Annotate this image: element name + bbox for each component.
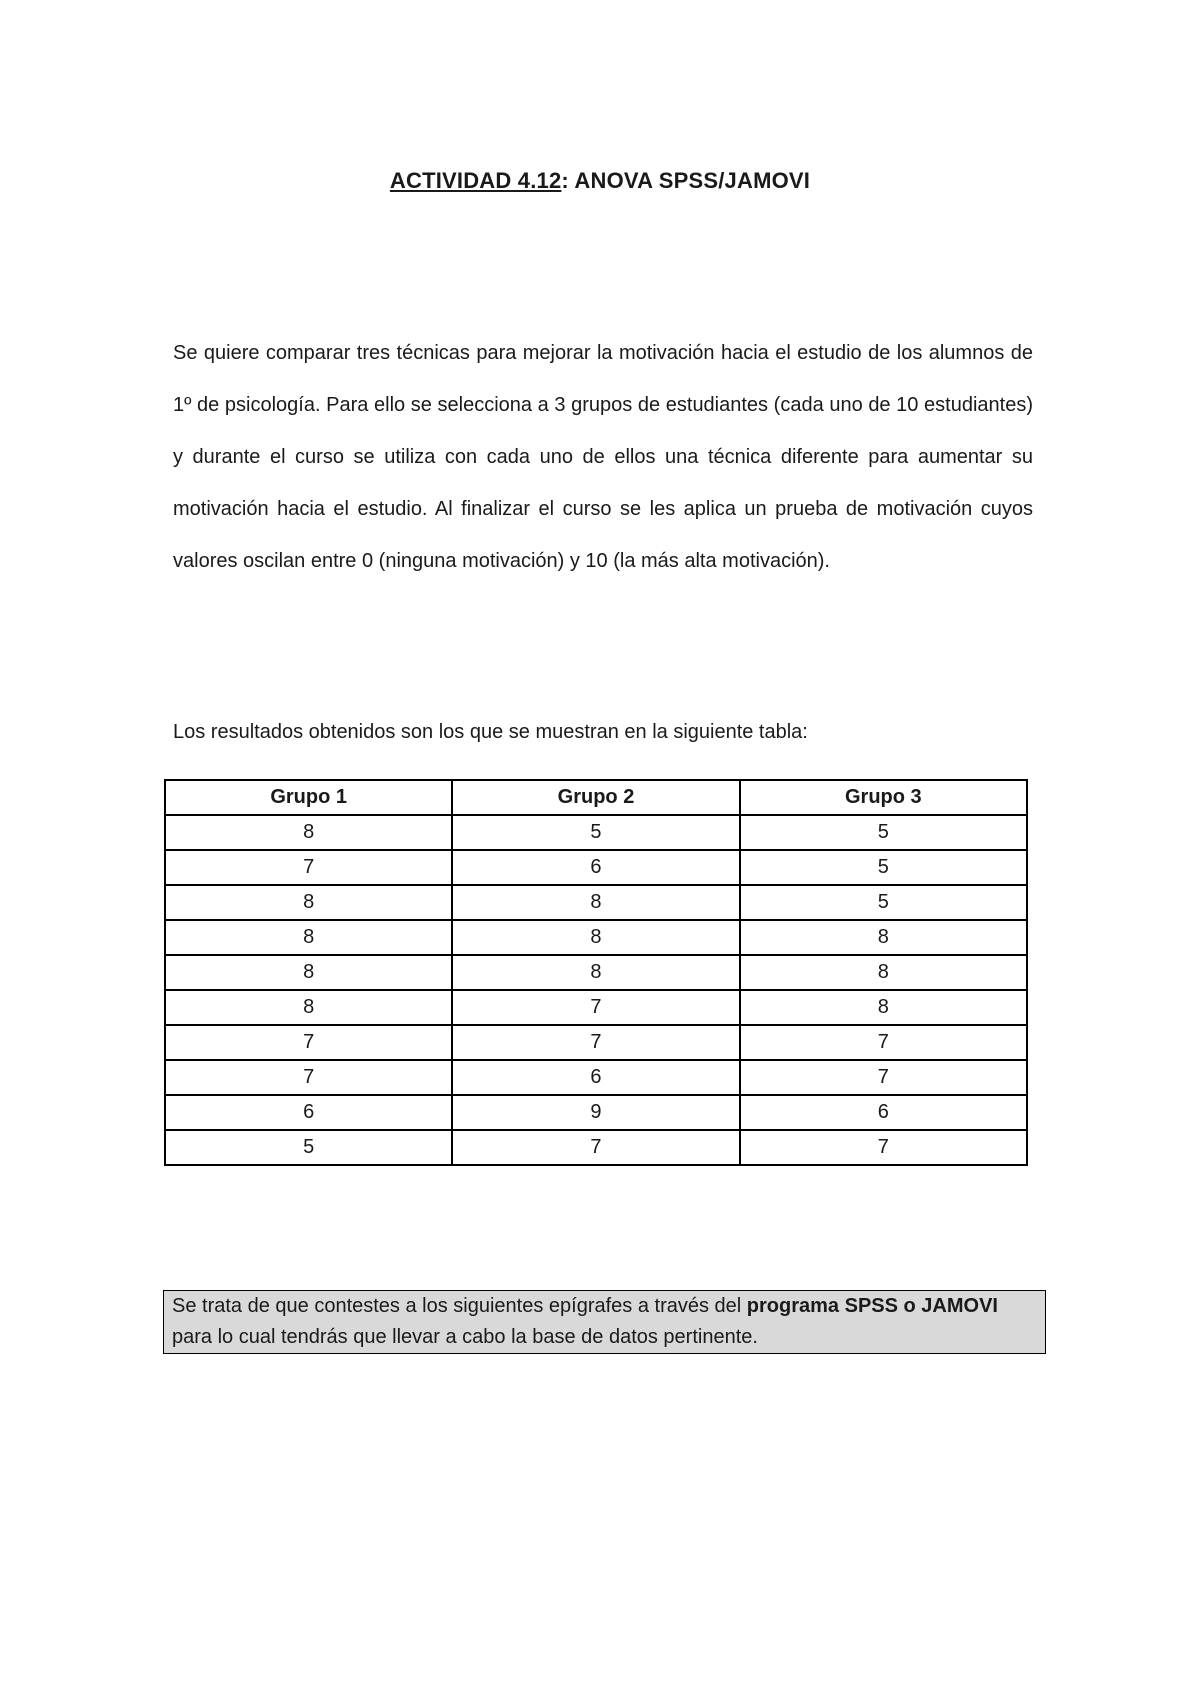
table-row xyxy=(165,815,1027,850)
table-cell: 8 xyxy=(452,885,739,920)
table-cell: 7 xyxy=(740,1060,1027,1095)
table-cell: 7 xyxy=(452,1130,739,1165)
table-row xyxy=(165,920,1027,955)
instruction-box xyxy=(163,1290,1046,1354)
table-cell: 7 xyxy=(740,1025,1027,1060)
table-cell: 8 xyxy=(165,920,452,955)
table-cell: 8 xyxy=(452,955,739,990)
title-topic: : ANOVA SPSS/JAMOVI xyxy=(561,168,811,193)
table-cell: 6 xyxy=(165,1095,452,1130)
page-title xyxy=(0,168,1200,194)
table-cell: 5 xyxy=(452,815,739,850)
table-cell: 8 xyxy=(165,990,452,1025)
table-cell: 8 xyxy=(740,990,1027,1025)
table-cell: 5 xyxy=(740,885,1027,920)
table-cell: 5 xyxy=(165,1130,452,1165)
instruction-text-end: para lo cual tendrás que llevar a cabo la base de datos pertinente. xyxy=(172,1326,758,1348)
table-lead-text: Los resultados obtenidos son los que se muestran en la siguiente tabla: xyxy=(173,721,808,743)
title-activity-number: ACTIVIDAD 4.12 xyxy=(389,168,562,193)
table-cell: 8 xyxy=(452,920,739,955)
table-cell: 6 xyxy=(452,1060,739,1095)
table-cell: 5 xyxy=(740,815,1027,850)
table-cell: 7 xyxy=(165,1060,452,1095)
table-cell: 8 xyxy=(740,920,1027,955)
table-cell: 8 xyxy=(165,885,452,920)
table-cell: 6 xyxy=(452,850,739,885)
instruction-text-start: Se trata de que contestes a los siguientes epígrafes a través del xyxy=(172,1295,747,1317)
table-cell: 6 xyxy=(740,1095,1027,1130)
table-cell: 8 xyxy=(165,955,452,990)
table-cell: 7 xyxy=(165,1025,452,1060)
table-row xyxy=(165,1095,1027,1130)
table-row xyxy=(165,990,1027,1025)
table-row xyxy=(165,955,1027,990)
table-cell: 7 xyxy=(452,990,739,1025)
table-row xyxy=(165,885,1027,920)
table-row xyxy=(165,1130,1027,1165)
table-cell: 8 xyxy=(740,955,1027,990)
header-grupo-2: Grupo 2 xyxy=(452,780,739,815)
table-cell: 8 xyxy=(165,815,452,850)
table-row xyxy=(165,1025,1027,1060)
table-cell: 7 xyxy=(740,1130,1027,1165)
instruction-program-name: programa SPSS o JAMOVI xyxy=(746,1295,998,1317)
table-row xyxy=(165,1060,1027,1095)
table-row xyxy=(165,850,1027,885)
table-cell: 5 xyxy=(740,850,1027,885)
table-cell: 7 xyxy=(165,850,452,885)
table-header-row xyxy=(165,780,1027,815)
table-cell: 7 xyxy=(452,1025,739,1060)
header-grupo-3: Grupo 3 xyxy=(740,780,1027,815)
table-cell: 9 xyxy=(452,1095,739,1130)
results-table xyxy=(164,779,1028,1166)
intro-paragraph: Se quiere comparar tres técnicas para mejorar la motivación hacia el estudio de los alumnos de 1º de psicología. Para ello se selecciona a 3 grupos de estudiantes (cada uno de 10 estudiantes) y durante el curso se utiliza con cada uno de ellos una técnica diferente para aumentar su motivación hacia el estudio. Al finalizar el curso se les aplica un prueba de motivación cuyos valores oscilan entre 0 (ninguna motivación) y 10 (la más alta motivación). xyxy=(173,342,1033,572)
header-grupo-1: Grupo 1 xyxy=(165,780,452,815)
